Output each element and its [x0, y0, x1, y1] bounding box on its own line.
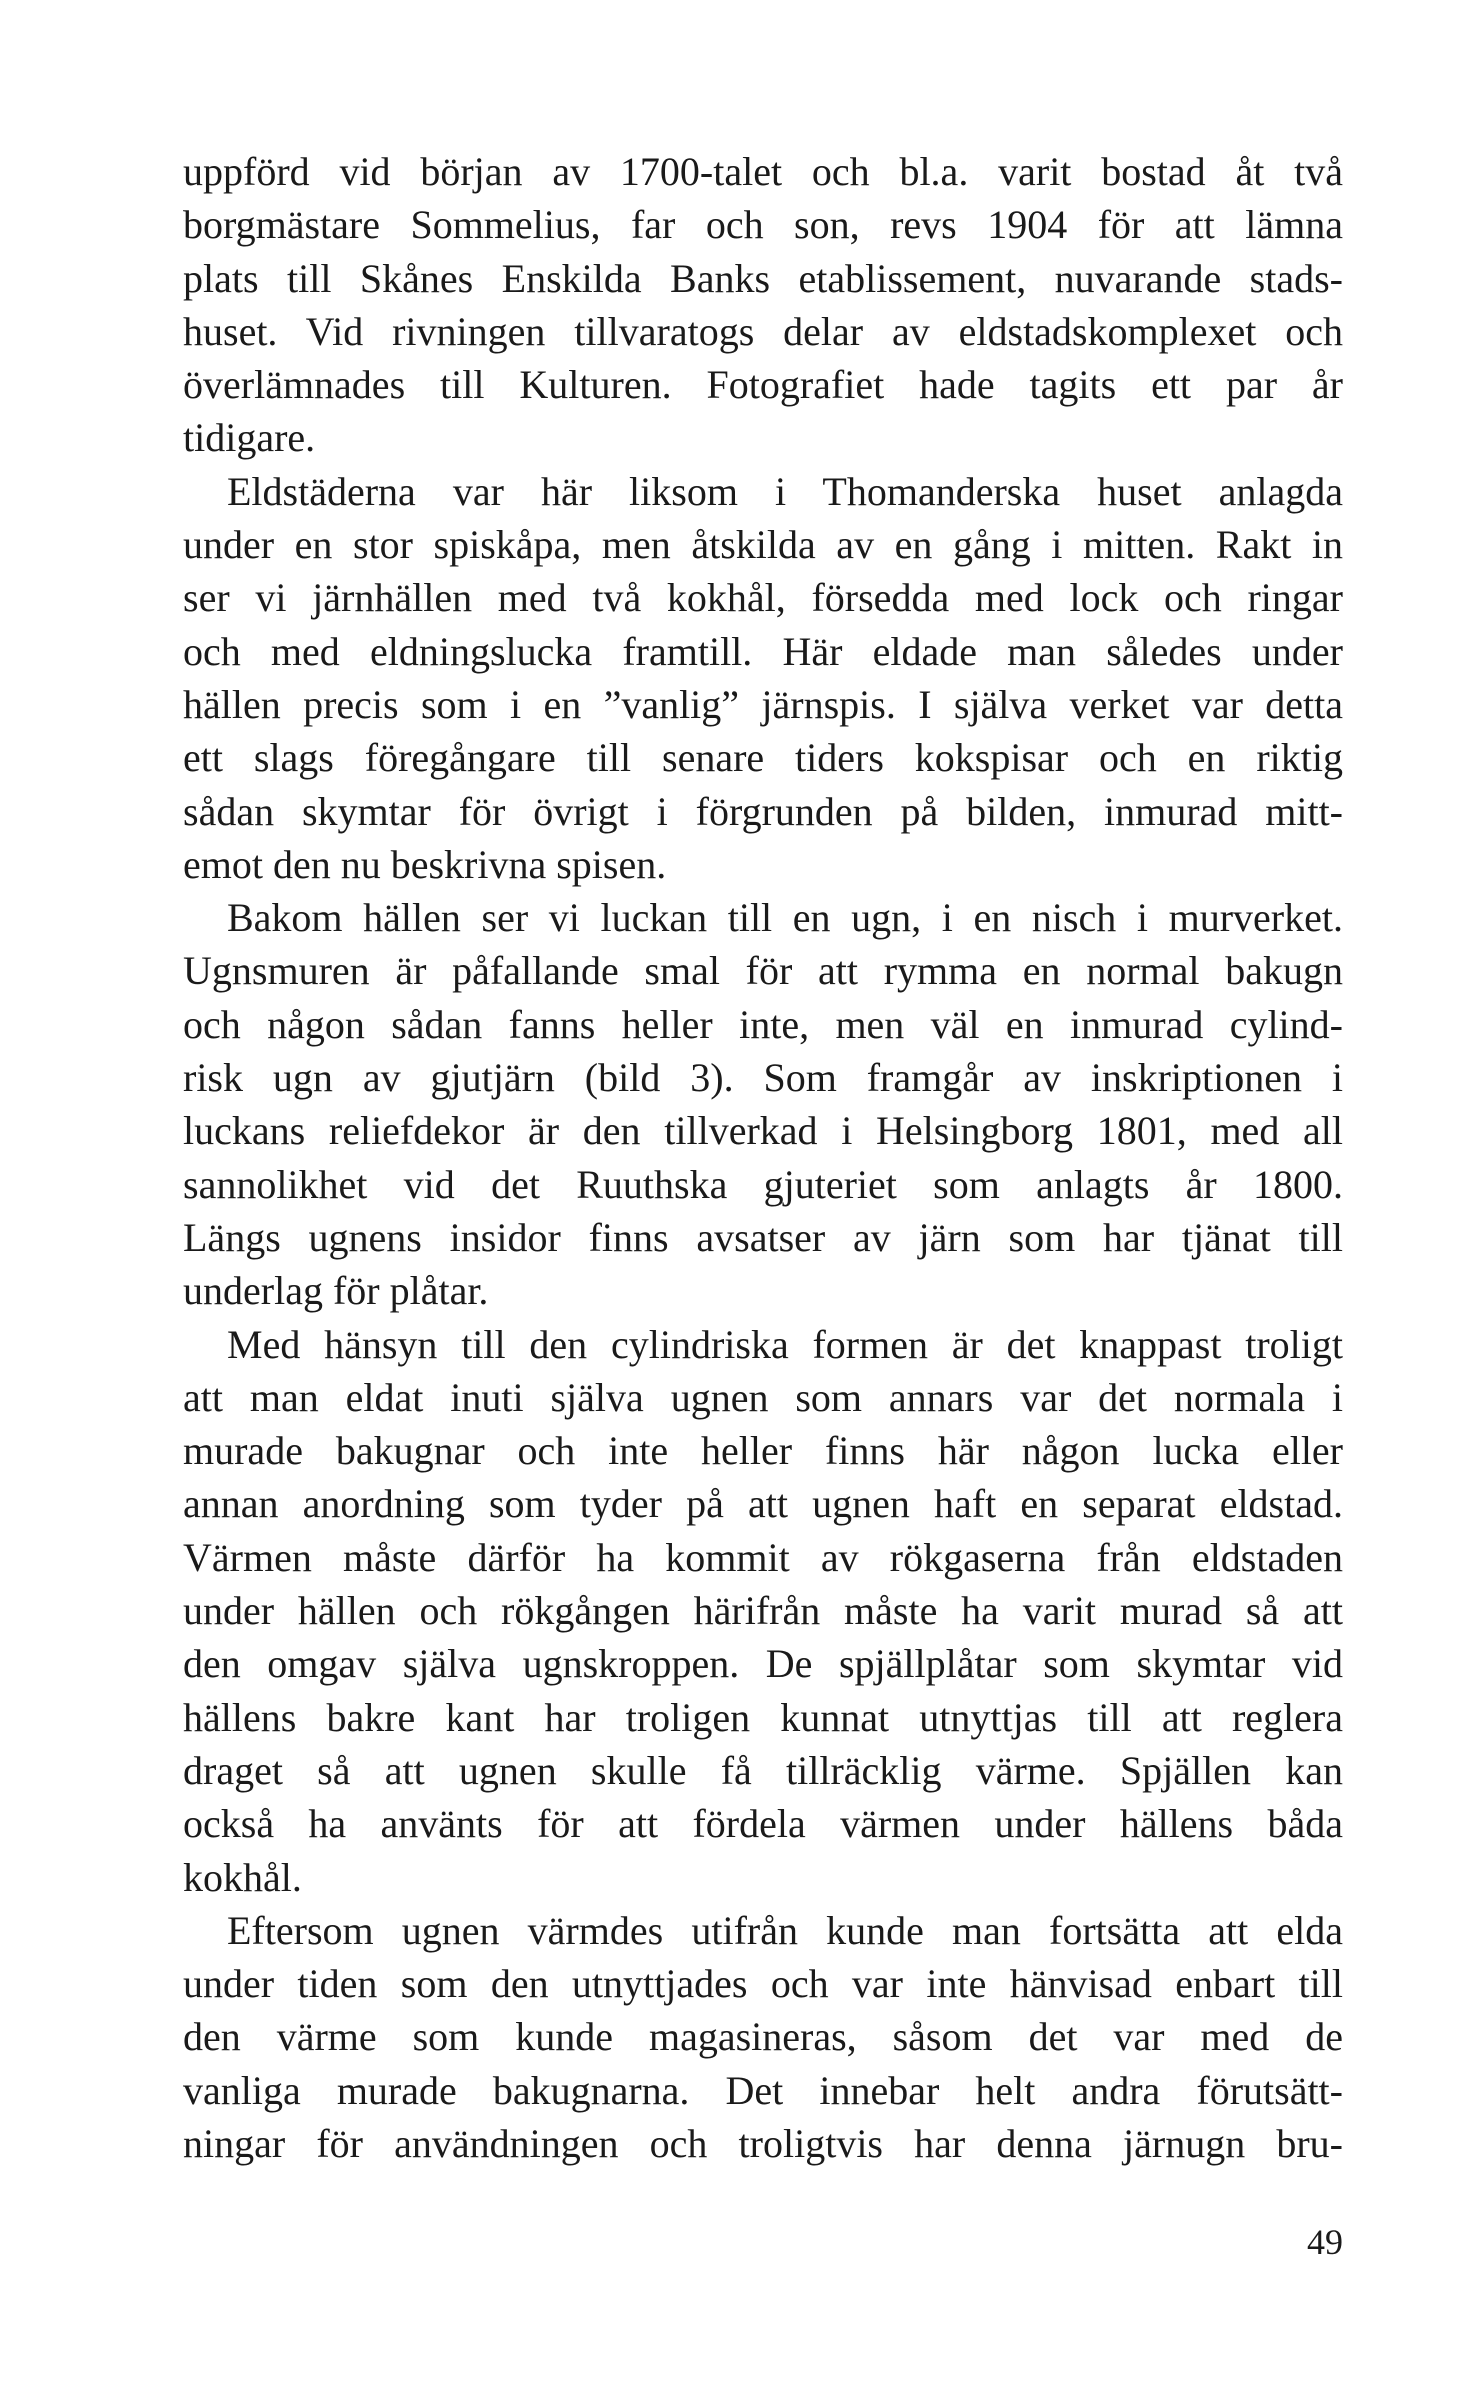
text-line: ningar för användningen och troligtvis har denna järnugn bru-: [183, 2120, 1343, 2166]
text-line: draget så att ugnen skulle få tillräcklig värme. Spjällen kan: [183, 1747, 1343, 1793]
text-line: sannolikhet vid det Ruuthska gjuteriet som anlagts år 1800.: [183, 1161, 1343, 1207]
text-line: murade bakugnar och inte heller finns här någon lucka eller: [183, 1428, 1343, 1474]
text-line: plats till Skånes Enskilda Banks etablissement, nuvarande stads-: [183, 255, 1343, 301]
text-line: uppförd vid början av 1700-talet och bl.a. varit bostad åt två: [183, 149, 1343, 194]
text-line: den värme som kunde magasineras, såsom det var med de: [183, 2014, 1343, 2060]
text-line: under hällen och rökgången härifrån måste ha varit murad så att: [183, 1588, 1343, 1634]
page-number: 49: [1307, 2222, 1343, 2262]
text-line: annan anordning som tyder på att ugnen haft en separat eldstad.: [183, 1481, 1343, 1527]
text-line: kokhål.: [183, 1854, 302, 1900]
text-line: Eldstäderna var här liksom i Thomanderska huset anlagda: [227, 468, 1343, 514]
text-line: sådan skymtar för övrigt i förgrunden på bilden, inmurad mitt-: [183, 788, 1343, 834]
text-line: vanliga murade bakugnarna. Det innebar helt andra förutsätt-: [183, 2067, 1343, 2113]
text-line: Värmen måste därför ha kommit av rökgaserna från eldstaden: [183, 1534, 1343, 1580]
text-line: hällens bakre kant har troligen kunnat utnyttjas till att reglera: [183, 1694, 1343, 1740]
text-line: luckans reliefdekor är den tillverkad i Helsingborg 1801, med all: [183, 1108, 1343, 1154]
text-line: ser vi järnhällen med två kokhål, försedda med lock och ringar: [183, 575, 1343, 621]
text-line: Med hänsyn till den cylindriska formen är det knappast troligt: [227, 1321, 1343, 1367]
text-line: Ugnsmuren är påfallande smal för att rymma en normal bakugn: [183, 948, 1343, 994]
text-line: också ha använts för att fördela värmen under hällens båda: [183, 1801, 1343, 1847]
text-line: risk ugn av gjutjärn (bild 3). Som framgår av inskriptionen i: [183, 1055, 1343, 1101]
text-line: Eftersom ugnen värmdes utifrån kunde man fortsätta att elda: [227, 1907, 1343, 1953]
text-line: överlämnades till Kulturen. Fotografiet hade tagits ett par år: [183, 362, 1343, 408]
text-line: ett slags föregångare till senare tiders kokspisar och en riktig: [183, 735, 1343, 781]
text-line: att man eldat inuti själva ugnen som annars var det normala i: [183, 1374, 1343, 1420]
text-line: Längs ugnens insidor finns avsatser av järn som har tjänat till: [183, 1214, 1343, 1260]
text-line: huset. Vid rivningen tillvaratogs delar av eldstadskomplexet och: [183, 308, 1343, 354]
text-line: hällen precis som i en ”vanlig” järnspis. I själva verket var detta: [183, 681, 1343, 727]
text-line: tidigare.: [183, 415, 316, 461]
text-line: Bakom hällen ser vi luckan till en ugn, i en nisch i murverket.: [227, 895, 1343, 941]
text-line: och någon sådan fanns heller inte, men väl en inmurad cylind-: [183, 1001, 1343, 1047]
body-text: [183, 145, 1343, 2170]
text-line: borgmästare Sommelius, far och son, revs 1904 för att lämna: [183, 202, 1343, 248]
text-line: emot den nu beskrivna spisen.: [183, 841, 667, 887]
text-line: den omgav själva ugnskroppen. De spjällplåtar som skymtar vid: [183, 1641, 1343, 1687]
text-line: under tiden som den utnyttjades och var inte hänvisad enbart till: [183, 1961, 1343, 2007]
text-line: under en stor spiskåpa, men åtskilda av en gång i mitten. Rakt in: [183, 522, 1343, 568]
text-line: och med eldningslucka framtill. Här eldade man således under: [183, 628, 1343, 674]
text-line: underlag för plåtar.: [183, 1268, 489, 1314]
